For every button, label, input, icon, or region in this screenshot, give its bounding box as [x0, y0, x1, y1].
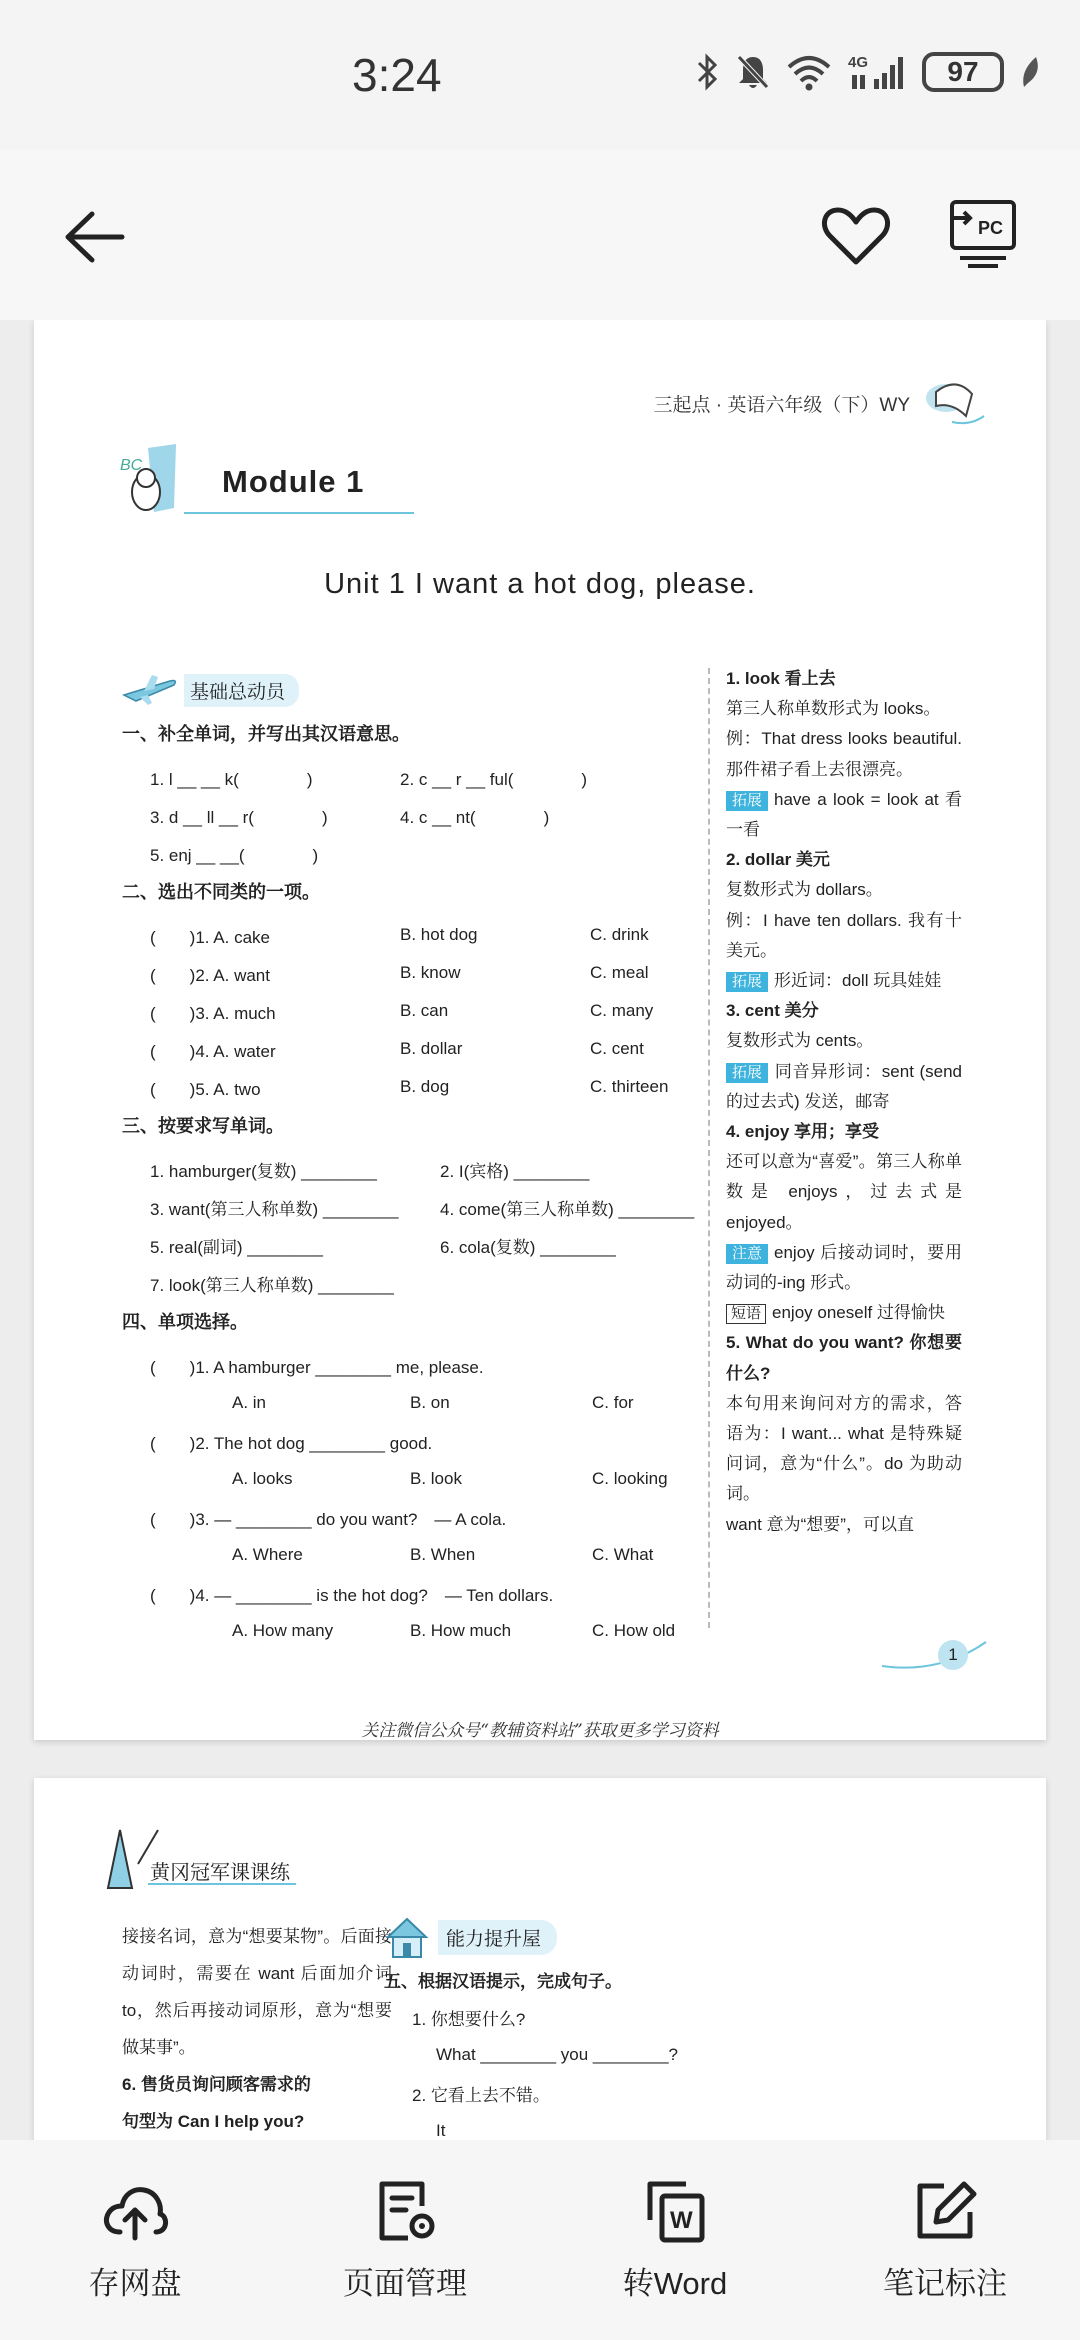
toolbar-label: 笔记标注 [883, 2266, 1007, 2301]
question-row: ( )4. — ________ is the hot dog? — Ten dollars. [150, 1585, 554, 1605]
section-3-title: 三、按要求写单词。 [122, 1116, 284, 1136]
tag-badge: 短语 [726, 1304, 766, 1324]
answer-row: It [436, 2121, 446, 2140]
question-row: ( )2. The hot dog ________ good. [150, 1433, 433, 1453]
note-extension: 拓展 形近词：doll 玩具娃娃 [726, 966, 962, 996]
note-heading: 句型为 Can I help you? [122, 2112, 305, 2131]
toolbar-label: 转Word [622, 2266, 728, 2301]
question-row: 2. 它看上去不错。 [412, 2085, 550, 2105]
note-annotate-button[interactable] [835, 2176, 1055, 2303]
module-title: Module 1 [222, 464, 365, 499]
question-row: ( )3. — ________ do you want? — A cola. [150, 1509, 507, 1529]
airplane-icon [122, 673, 178, 707]
note-text: want 意为“想要”，可以直 [726, 1514, 914, 1534]
section-banner-label: 基础总动员 [184, 674, 299, 707]
continued-notes [122, 1918, 392, 2140]
note-heading: 3. cent 美分 [726, 1001, 819, 1021]
note-text: 第三人称单数形式为 looks。 [726, 699, 941, 719]
section-5-title: 五、根据汉语提示，完成句子。 [384, 1971, 622, 1991]
tag-badge: 注意 [726, 1244, 768, 1264]
note-text: 本句用来询问对方的需求，答语为：I want... what 是特殊疑问词，意为“什么”。do 为助动词。 [726, 1393, 962, 1504]
document-viewer[interactable] [0, 320, 1080, 2140]
note-extension: 注意 enjoy 后接动词时，要用动词的-ing 形式。 [726, 1242, 962, 1293]
back-button[interactable] [58, 202, 128, 272]
page-manage-button[interactable] [295, 2176, 515, 2303]
note-text: 还可以意为“喜爱”。第三人称单数是 enjoys，过去式是 enjoyed。 [726, 1152, 962, 1232]
save-to-cloud-button[interactable] [25, 2176, 245, 2303]
tag-badge: 拓展 [726, 1063, 768, 1083]
options-row: A. How many B. How much C. How old [232, 1621, 676, 1640]
question-row: ( )1. A hamburger ________ me, please. [150, 1357, 484, 1377]
svg-text:4G: 4G [848, 54, 869, 71]
exercise-row: ( )5. A. two B. dog C. thirteen [150, 1077, 669, 1099]
exercise-row: ( )2. A. want B. know C. meal [150, 963, 649, 985]
edit-note-icon [910, 2176, 980, 2246]
note-text: 例：I have ten dollars. 我有十美元。 [726, 910, 962, 960]
exercise-row: 7. look(第三人称单数) ________ [150, 1275, 394, 1295]
unit-title: Unit 1 I want a hot dog, please. [324, 568, 756, 600]
header-decoration-icon [922, 372, 988, 430]
options-row: A. looks B. look C. looking [232, 1469, 668, 1488]
document-page-1 [34, 320, 1046, 1740]
note-heading: 2. dollar 美元 [726, 850, 830, 870]
note-heading: 5. What do you want? 你想要什么? [726, 1333, 962, 1383]
brand-logo-text: 黄冈冠军课课练 [150, 1862, 290, 1884]
page-manage-icon [370, 2176, 440, 2246]
note-heading: 1. look 看上去 [726, 669, 836, 688]
pc-screen-icon [948, 196, 1018, 272]
status-time: 3:24 [352, 49, 442, 101]
bluetooth-icon [696, 53, 720, 91]
note-text: 复数形式为 cents。 [726, 1031, 874, 1051]
bottom-toolbar [0, 2140, 1080, 2340]
exercise-row: 1. l __ __ k( ) 2. c __ r __ ful( ) [150, 769, 588, 789]
exercise-row: ( )3. A. much B. can C. many [150, 1001, 654, 1023]
page-number: 1 [938, 1640, 968, 1670]
battery-indicator: 97 [922, 52, 1004, 92]
svg-text:PC: PC [978, 218, 1004, 238]
cloud-upload-icon [100, 2176, 170, 2246]
wifi-icon [786, 53, 832, 91]
note-heading: 4. enjoy 享用；享受 [726, 1122, 880, 1142]
exercise-row: 3. want(第三人称单数) ________ 4. come(第三人称单数) ________ [150, 1199, 695, 1219]
signal-icon [848, 53, 906, 91]
note-heading: 6. 售货员询问顾客需求的 [122, 2075, 311, 2094]
exercise-row: 3. d __ ll __ r( ) 4. c __ nt( ) [150, 807, 550, 827]
note-extension: 拓展 have a look = look at 看一看 [726, 789, 962, 840]
convert-word-button[interactable] [565, 2176, 785, 2303]
document-page-2 [34, 1778, 1046, 2140]
favorite-button[interactable] [820, 200, 892, 272]
arrow-left-icon [58, 202, 128, 272]
answer-row: What ________ you ________? [436, 2045, 678, 2064]
section-2-title: 二、选出不同类的一项。 [122, 882, 320, 902]
word-convert-icon [640, 2176, 710, 2246]
status-bar [0, 0, 1080, 150]
exercise-row: 5. real(副词) ________ 6. cola(复数) ________ [150, 1237, 616, 1257]
mute-icon [736, 53, 770, 91]
tag-badge: 拓展 [726, 791, 768, 811]
svg-text:W: W [670, 2207, 693, 2234]
note-extension: 短语 enjoy oneself 过得愉快 [726, 1298, 962, 1328]
exercise-row: ( )4. A. water B. dollar C. cent [150, 1039, 644, 1061]
section-4-title: 四、单项选择。 [122, 1312, 248, 1332]
section-1-title: 一、补全单词，并写出其汉语意思。 [122, 724, 410, 744]
page-footer-note: 关注微信公众号“教辅资料站”获取更多学习资料 [361, 1721, 719, 1741]
pc-view-button[interactable] [948, 196, 1018, 272]
exercise-row: 5. enj __ __( ) [150, 845, 319, 865]
exercise-column [384, 1914, 984, 2140]
page-header: 三起点 · 英语六年级（下）WY [653, 395, 910, 416]
exercise-column [122, 670, 712, 1650]
exercise-row: 1. hamburger(复数) ________ 2. I(宾格) ________ [150, 1161, 590, 1181]
section-banner-label: 能力提升屋 [438, 1920, 557, 1955]
page-number-decoration-icon [880, 1638, 990, 1672]
note-extension: 拓展 同音异形词：sent (send 的过去式) 发送，邮寄 [726, 1061, 962, 1111]
house-icon [384, 1915, 430, 1959]
top-nav-bar [0, 150, 1080, 320]
status-icons [696, 52, 1040, 92]
notes-column [726, 664, 962, 1540]
module-logo-icon [118, 438, 218, 522]
section-banner [122, 670, 712, 710]
heart-icon [820, 200, 892, 272]
tag-badge: 拓展 [726, 972, 768, 992]
section-banner [384, 1914, 984, 1960]
leaf-icon [1020, 55, 1040, 89]
options-row: A. Where B. When C. What [232, 1545, 654, 1564]
svg-text:BC: BC [120, 457, 143, 474]
module-underline [184, 512, 414, 514]
toolbar-label: 页面管理 [343, 2266, 467, 2301]
note-text: 例：That dress looks beautiful. 那件裙子看上去很漂亮。 [726, 729, 962, 779]
question-row: 1. 你想要什么? [412, 2009, 526, 2029]
exercise-row: ( )1. A. cake B. hot dog C. drink [150, 925, 649, 947]
note-text: 接接名词，意为“想要某物”。后面接动词时，需要在 want 后面加介词 to，然后再接动词原形，意为“想要做某事”。 [122, 1927, 392, 2057]
options-row: A. in B. on C. for [232, 1393, 634, 1412]
note-text: 复数形式为 dollars。 [726, 880, 883, 900]
column-divider [708, 668, 710, 1628]
toolbar-label: 存网盘 [88, 2266, 182, 2301]
